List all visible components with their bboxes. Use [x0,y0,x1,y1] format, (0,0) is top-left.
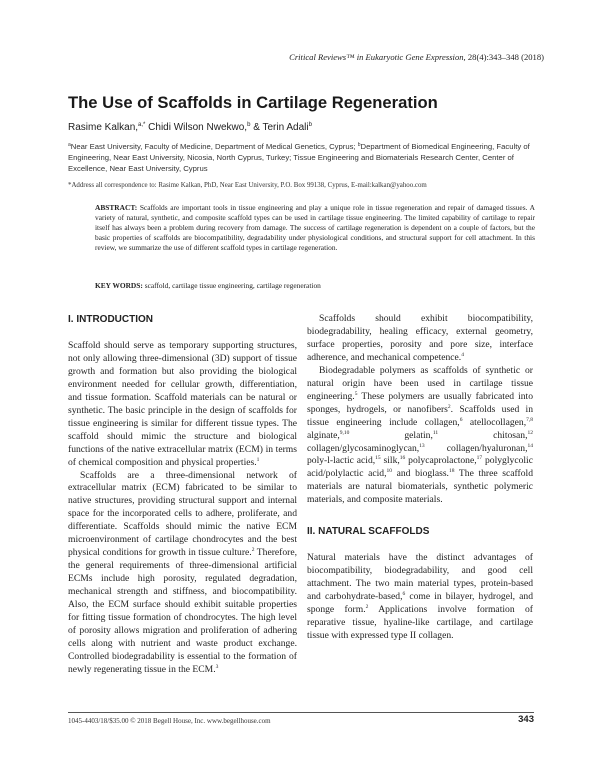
affiliation-a-sup: a [68,142,71,148]
citation-ref: 17 [476,455,483,462]
paragraph [68,340,297,470]
keywords [95,281,535,290]
article-title: The Use of Scaffolds in Cartilage Regeneration [68,93,438,112]
footer-divider [68,712,534,713]
paragraph [68,470,297,677]
keywords-label: KEY WORDS: [95,281,143,290]
citation-ref: 9,10 [339,429,350,436]
paragraph-text: collagen/glycosaminoglycan, [307,442,420,454]
citation-ref: 14 [527,442,533,449]
author-adali-sup: b [308,122,312,128]
citation-ref: 15 [375,455,381,462]
abstract-label: ABSTRACT: [95,203,138,212]
citation-ref: 18 [448,468,455,475]
body-column-left [68,313,297,677]
section-heading-introduction: I. INTRODUCTION [68,314,153,325]
affiliation-b-sup: b [357,142,361,148]
paragraph-text: Scaffolds should exhibit biocompatibility, biodegradability, healing efficacy, external geometry, surface properties, porosity and pore size, interface adherence, and mechanical competence. [307,313,533,363]
citation-ref: 7,8 [526,416,533,423]
paragraph-text: polyglycolic acid/polylactic acid, [307,455,533,480]
paragraph-text: These polymers are usually fabricated into sponges, hydrogels, or nanofibers [307,390,533,415]
correspondence-note: *Address all correspondence to: Rasime Kalkan, PhD, Near East University, P.O. Box 99138, Cyprus, E-mail:kalkan@yahoo.com [68,182,427,189]
author-adali: Terin Adali [262,122,309,133]
author-nwekwo: Chidi Wilson Nwekwo, [148,122,248,133]
paragraph-text: Natural materials have the distinct advantages of biocompatibility, biodegradability, and good cell attachment. The two main material types, protein-based and carbohydrate-based, [307,552,533,603]
page-number: 343 [518,714,534,725]
paragraph-text: gelatin, [404,429,433,441]
author-list [68,122,312,133]
author-nwekwo-sup: b [247,122,251,128]
paragraph-text: Biodegradable polymers as scaffolds of synthetic or natural origin have been used in cartilage tissue engineering. [307,364,533,402]
paragraph-text: collagen/hyaluronan, [446,442,528,454]
citation-ref: 2 [365,604,369,611]
paragraph-text: Therefore, the general requirements of three-dimensional artificial ECMs include high porosity, regulated degradation, mechanical strength and stiffness, and biocompatibility. Also, the ECM surface should exhibit suitable properties for fitting tissue formation of chondrocytes. The high level of porosity allows migration and proliferation of adhering cells along with nutrient and waste product exchange. Controlled biodegradability is essential to the formation of newly regenerating tissue in the ECM. [68,547,297,675]
paragraph-text: and bioglass. [396,468,449,480]
paragraph [307,552,533,643]
author-kalkan: Rasime Kalkan, [68,122,139,133]
affiliation-a: Near East University, Faculty of Medicine, Department of Medical Genetics, Cyprus; [70,142,356,151]
journal-name: Critical Reviews™ in Eukaryotic Gene Expression, [289,52,466,62]
citation-ref: 6 [459,416,463,423]
author-kalkan-sup: a,* [138,122,146,128]
paragraph-text: come in bilayer, hydrogel, and sponge form. [307,591,533,616]
citation-ref: 1 [256,456,260,463]
citation-ref: 2 [447,403,451,410]
paragraph-text: . Scaffolds used in tissue engineering include collagen, [307,403,533,428]
citation-ref: 11 [432,429,439,436]
citation-ref: 16 [399,455,406,462]
keywords-text: scaffold, cartilage tissue engineering, cartilage regeneration [144,281,321,290]
affiliation-b: Department of Biomedical Engineering, Faculty of Engineering, Near East University, Nicosia, North Cyprus, Turkey; Tissue Engineering and Biomaterials Research Center, Center of Excellence, Near East University, Cyprus [68,142,530,173]
abstract [95,203,535,253]
paragraph-text: atellocollagen, [469,416,527,428]
journal-volume-pages: 28(4):343–348 (2018) [467,52,544,62]
citation-ref: 12 [527,429,533,436]
citation-ref: 13 [419,442,425,449]
paragraph [307,313,533,365]
journal-citation [289,52,544,62]
paragraph-text: Scaffold should serve as temporary supporting structures, not only allowing three-dimensional (3D) support of tissue growth and formation but also providing the biological environment needed for cellular growth, differentiation, and tissue formation. Scaffold materials can be natural or synthetic. The basic principle in the design of scaffolds for tissue engineering is similar for different tissue types. The scaffold should mimic the structure and biological functions of the native extracellular matrix (ECM) in terms of chemical composition and physical properties. [68,340,297,468]
citation-ref: 6 [402,591,406,598]
paragraph-text: poly-l-lactic acid, [307,455,376,467]
citation-ref: 3 [215,663,219,670]
citation-ref: 4 [461,351,464,358]
paragraph-text: chitosan, [493,429,528,441]
paragraph-text: polycaprolactone, [408,455,477,467]
paragraph-text: silk, [383,455,400,467]
section-heading-natural-scaffolds: II. NATURAL SCAFFOLDS [307,526,430,538]
footer-copyright: 1045-4403/18/$35.00 © 2018 Begell House, Inc. www.begellhouse.com [68,717,271,725]
paragraph-text: alginate, [307,429,340,441]
paragraph-text: Scaffolds are a three-dimensional network of extracellular matrix (ECM) fabricated to be similar to native structures, providing structural support and internal space for the incorporated cells to adhere, proliferate, and differentiate. Scaffolds should mimic the native ECM microenvironment of cartilage chondrocytes and the best physical conditions for growth in tissue culture. [68,469,297,559]
paragraph-text: Applications involve formation of reparative tissue, hyaline-like cartilage, and cartilage tissue with expressed type II collagen. [307,604,533,642]
abstract-text: Scaffolds are important tools in tissue engineering and play a unique role in tissue regeneration and repair of damaged tissues. A variety of natural, synthetic, and composite scaffold types can be used in cartilage tissue engineering. The limited capability of cartilage to repair itself has always been a problem during recovery from damage. The success of cartilage regeneration is dependent on a couple of factors, but the basic properties of scaffolds are biocompatibility, degradability under physiological conditions, and structural support for cell attachment. In this review, we summarize the use of different scaffold types in cartilage regeneration. [95,203,535,252]
citation-ref: 10 [386,468,392,475]
affiliations [68,140,546,174]
paragraph-text: The three scaffold materials are natural biomaterials, synthetic polymeric materials, and composite materials. [307,468,533,506]
paragraph [307,365,533,507]
citation-ref: 5 [354,390,358,397]
author-ampersand: & [253,122,260,133]
citation-ref: 2 [251,547,255,554]
body-column-right [307,313,533,643]
